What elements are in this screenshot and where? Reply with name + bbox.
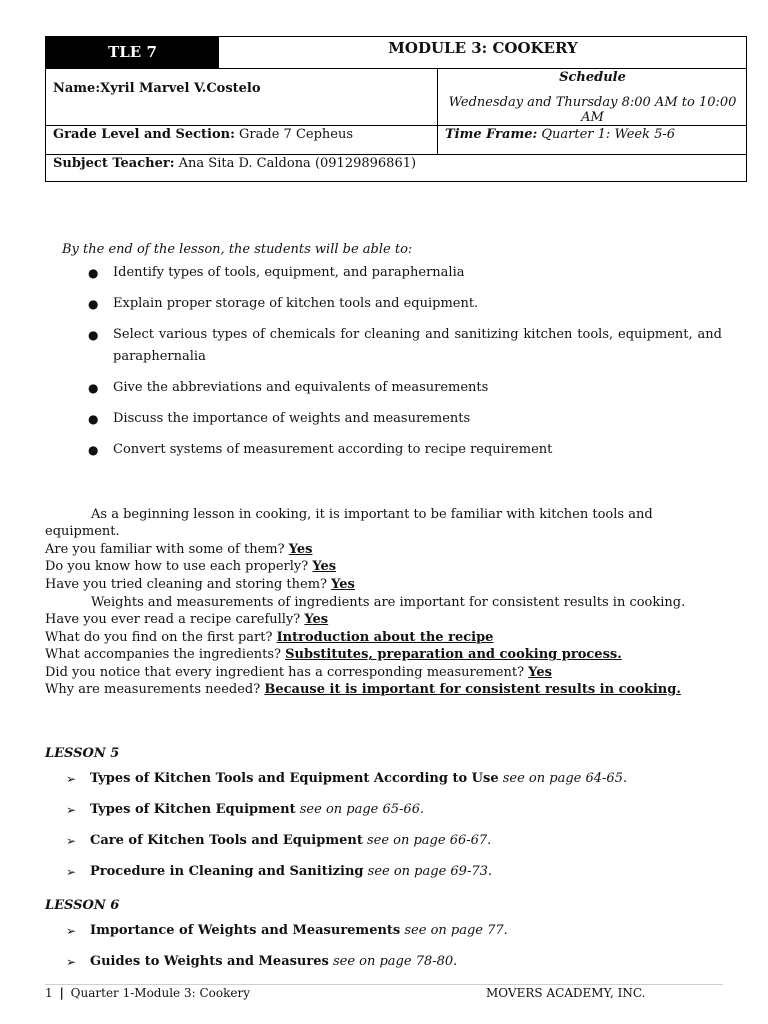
- question-text: Are you familiar with some of them?: [45, 541, 289, 557]
- answer-text: Yes: [528, 664, 552, 680]
- bullet-icon: ●: [88, 443, 99, 457]
- timeframe-cell: [437, 125, 747, 154]
- bullet-icon: ●: [88, 328, 99, 342]
- grade-label: Grade Level and Section:: [53, 127, 235, 142]
- section2-intro: Weights and measurements of ingredients are important for consistent results in cooking.: [91, 595, 686, 610]
- objective-item: [88, 324, 722, 368]
- question-text: What accompanies the ingredients?: [45, 647, 286, 663]
- objective-text: Give the abbreviations and equivalents of measurements: [113, 380, 489, 395]
- answer-text: Introduction about the recipe: [276, 629, 494, 645]
- objective-item: [88, 439, 722, 461]
- subject-cell: TLE 7: [46, 37, 219, 68]
- footer-school: MOVERS ACADEMY, INC.: [486, 986, 646, 1000]
- objective-item: [88, 408, 722, 430]
- page-number: 1: [45, 986, 53, 1000]
- answer-text: Yes: [288, 541, 313, 557]
- topic-title: Importance of Weights and Measurements: [90, 923, 401, 938]
- question-text: Do you know how to use each properly?: [45, 559, 313, 575]
- teacher-value: Ana Sita D. Caldona (09129896861): [174, 156, 417, 171]
- footer-divider: [45, 984, 723, 985]
- arrow-bullet-icon: ➢: [66, 955, 77, 969]
- footer-module: Quarter 1-Module 3: Cookery: [70, 986, 250, 1000]
- section2-qa: [45, 611, 725, 698]
- section1: [45, 506, 725, 593]
- arrow-bullet-icon: ➢: [66, 865, 77, 879]
- topic-item: [66, 921, 508, 941]
- teacher-label: Subject Teacher:: [53, 156, 175, 171]
- timeframe-label: Time Frame:: [445, 127, 538, 142]
- bullet-icon: ●: [88, 412, 99, 426]
- topic-title: Types of Kitchen Tools and Equipment According to Use: [90, 771, 499, 786]
- topic-item: [66, 800, 627, 820]
- qa-line: [45, 611, 725, 628]
- footer-separator: |: [59, 986, 64, 1000]
- name-label: Name:: [53, 81, 101, 96]
- objective-item: [88, 293, 722, 315]
- timeframe-value: Quarter 1: Week 5-6: [537, 127, 676, 142]
- topic-item: [66, 862, 627, 882]
- topic-title: Procedure in Cleaning and Sanitizing: [90, 864, 364, 879]
- arrow-bullet-icon: ➢: [66, 803, 77, 817]
- section1-intro: As a beginning lesson in cooking, it is important to be familiar with kitchen tools and equipment.: [45, 507, 653, 540]
- objective-text: Convert systems of measurement according to recipe requirement: [113, 442, 553, 457]
- topic-title: Care of Kitchen Tools and Equipment: [90, 833, 363, 848]
- schedule-value: Wednesday and Thursday 8:00 AM to 10:00 AM: [448, 95, 737, 125]
- answer-text: Yes: [312, 559, 337, 575]
- topic-item: [66, 769, 627, 789]
- question-text: Why are measurements needed?: [45, 682, 265, 698]
- page-reference: see on page 77.: [400, 923, 508, 938]
- question-text: Have you ever read a recipe carefully?: [45, 612, 305, 628]
- arrow-bullet-icon: ➢: [66, 924, 77, 938]
- qa-line: [45, 629, 725, 646]
- objective-text: Discuss the importance of weights and measurements: [113, 411, 471, 426]
- schedule-label: Schedule: [559, 70, 626, 85]
- objective-text: Explain proper storage of kitchen tools and equipment.: [113, 296, 479, 311]
- teacher-cell: [46, 154, 747, 182]
- objective-text: Identify types of tools, equipment, and paraphernalia: [113, 265, 465, 280]
- answer-text: Yes: [331, 576, 355, 592]
- schedule-cell: [437, 68, 747, 125]
- qa-line: [45, 541, 725, 558]
- qa-line: [45, 646, 725, 663]
- objective-text: Select various types of chemicals for cleaning and sanitizing kitchen tools, equipment, and paraphernalia: [113, 327, 722, 364]
- qa-line: [45, 558, 725, 575]
- answer-text: Substitutes, preparation and cooking process.: [285, 647, 622, 663]
- bullet-icon: ●: [88, 266, 99, 280]
- grade-value: Grade 7 Cepheus: [234, 127, 354, 142]
- lesson5-title: LESSON 5: [45, 746, 120, 761]
- grade-cell: [46, 125, 437, 154]
- lesson6-topics: [66, 921, 508, 983]
- bullet-icon: ●: [88, 381, 99, 395]
- bullet-icon: ●: [88, 297, 99, 311]
- footer-left: [45, 986, 250, 1000]
- topic-item: [66, 952, 508, 972]
- objectives-list: [88, 262, 722, 470]
- module-title: MODULE 3: COOKERY: [388, 39, 578, 57]
- topic-title: Guides to Weights and Measures: [90, 954, 329, 969]
- page-reference: see on page 66-67.: [362, 833, 492, 848]
- page-reference: see on page 69-73.: [363, 864, 493, 879]
- lesson6-title: LESSON 6: [45, 898, 120, 913]
- header-table: [45, 36, 747, 182]
- page-reference: see on page 78-80.: [328, 954, 458, 969]
- topic-item: [66, 831, 627, 851]
- objectives-intro: By the end of the lesson, the students will be able to:: [62, 242, 413, 257]
- question-text: What do you find on the first part?: [45, 629, 277, 645]
- answer-text: Yes: [304, 612, 329, 628]
- question-text: Have you tried cleaning and storing them?: [45, 576, 332, 592]
- section1-qa: [45, 541, 725, 593]
- arrow-bullet-icon: ➢: [66, 772, 77, 786]
- qa-line: [45, 681, 725, 698]
- arrow-bullet-icon: ➢: [66, 834, 77, 848]
- qa-line: [45, 664, 725, 681]
- lesson5-topics: [66, 769, 627, 893]
- name-cell: [46, 68, 437, 125]
- objective-item: [88, 377, 722, 399]
- answer-text: Because it is important for consistent results in cooking.: [264, 682, 681, 698]
- question-text: Did you notice that every ingredient has a corresponding measurement?: [45, 664, 529, 680]
- page-reference: see on page 65-66.: [295, 802, 425, 817]
- qa-line: [45, 576, 725, 593]
- name-value: Xyril Marvel V.Costelo: [100, 81, 261, 96]
- objective-item: [88, 262, 722, 284]
- section2: [45, 594, 725, 698]
- topic-title: Types of Kitchen Equipment: [90, 802, 296, 817]
- page-reference: see on page 64-65.: [498, 771, 628, 786]
